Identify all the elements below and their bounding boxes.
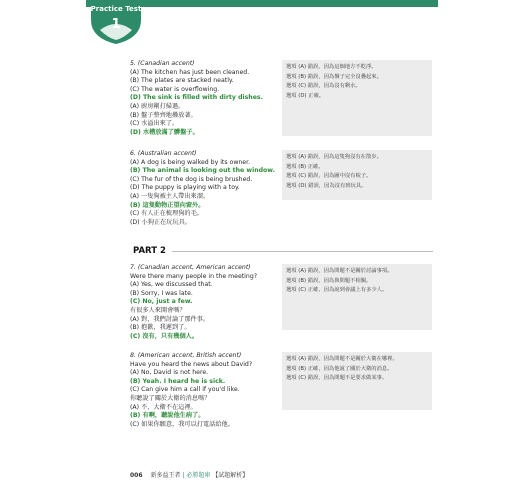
explanation-box-8 (282, 352, 432, 410)
explanation: 選項 (D) 正確。 (286, 92, 325, 99)
translation-b: (B) 盤子整齊地疊放著。 (130, 111, 197, 119)
translation-b-correct: (B) 有啊，聽說他生病了。 (130, 412, 205, 420)
question-accent: 7. (Canadian accent, American accent) (130, 264, 251, 271)
explanation: 選項 (B) 正確。 (286, 163, 324, 170)
option-c: (C) Can give him a call if you'd like. (130, 386, 240, 394)
explanation: 選項 (C) 正確，因為說到會議上有多少人。 (286, 287, 388, 293)
part-2-label: PART 2 (133, 244, 172, 258)
explanation-box-7 (282, 264, 432, 330)
part-2-heading (133, 244, 433, 258)
translation-a: (A) 對，我們討論了那件事。 (130, 315, 210, 323)
explanation: 選項 (A) 錯誤，因為這個地方不乾淨。 (286, 64, 377, 70)
translation-a: (A) 不，大衛不在這裡。 (130, 403, 197, 411)
explanation: 選項 (C) 錯誤，因為圖中沒有梳子。 (286, 173, 372, 179)
practice-test-badge (86, 0, 146, 46)
explanation: 選項 (B) 錯誤，因為與問題不相關。 (286, 277, 372, 284)
explanation: 選項 (A) 錯誤，因為問題不是關於大衛在哪裡。 (286, 356, 398, 362)
question-7 (130, 264, 280, 341)
explanation: 選項 (C) 錯誤，因為沒有剩水。 (286, 83, 361, 89)
translation-c-correct: (C) 沒有，只有幾個人。 (130, 332, 199, 340)
option-d-correct: (D) The sink is filled with dirty dishes. (130, 94, 263, 102)
translation-c: (C) 水溢出來了。 (130, 120, 179, 128)
explanation: 選項 (A) 錯誤，因為這隻狗沒有在散步。 (286, 154, 382, 160)
question-prompt: Have you heard the news about David? (130, 360, 253, 368)
option-c: (C) The fur of the dog is being brushed. (130, 175, 253, 183)
explanation: 選項 (D) 錯誤，因為沒有到玩具。 (286, 182, 367, 189)
option-c: (C) The water is overflowing. (130, 85, 220, 93)
question-accent: 8. (American accent, British accent) (130, 352, 242, 359)
translation-a: (A) 廚房剛打掃過。 (130, 102, 185, 110)
badge-text: Practice Test (90, 5, 142, 13)
footer-separator: | (182, 472, 185, 479)
option-a: (A) A dog is being walked by its owner. (130, 158, 251, 166)
translation-c: (C) 如果你願意，我可以打電話給他。 (130, 420, 234, 428)
book-subtitle: 必勝題庫 (186, 472, 211, 479)
page-footer (130, 470, 248, 479)
explanation-box-6 (282, 150, 432, 200)
explanation: 選項 (A) 錯誤，因為問題不是關於討論事項。 (286, 268, 393, 274)
explanation: 選項 (B) 錯誤，因為盤子完全沒疊起來。 (286, 73, 382, 80)
explanation-box-5 (282, 60, 432, 136)
prompt-translation: 有很多人來開會嗎？ (130, 306, 186, 314)
book-title: 新多益王者 (150, 472, 181, 479)
translation-b-correct: (B) 這隻動物正望向窗外。 (130, 201, 205, 209)
option-b: (B) The plates are stacked neatly. (130, 77, 234, 85)
question-6 (130, 150, 280, 227)
badge-number: 1 (111, 17, 121, 32)
option-c-correct: (C) No, just a few. (130, 298, 193, 306)
translation-c: (C) 有人正在梳理狗的毛。 (130, 210, 203, 218)
translation-b: (B) 抱歉，我遲到了。 (130, 324, 191, 332)
option-a: (A) No, David is not here. (130, 369, 209, 377)
explanation: 選項 (B) 正確，因為他說了關於大衛的消息。 (286, 365, 393, 372)
section-bracket: 【試題解析】 (212, 472, 249, 479)
question-accent: 6. (Australian accent) (130, 150, 197, 157)
option-b: (B) Sorry, I was late. (130, 289, 193, 297)
prompt-translation: 你聽說了關於大衛的消息嗎？ (130, 394, 211, 402)
explanation: 選項 (C) 錯誤，因為問題不是要求做某事。 (286, 375, 388, 381)
translation-d: (D) 小狗正在玩玩具。 (130, 218, 192, 226)
translation-a: (A) 一隻狗被主人帶出來溜。 (130, 192, 210, 200)
question-5 (130, 60, 280, 137)
option-b-correct: (B) The animal is looking out the window. (130, 167, 275, 175)
question-prompt: Were there many people in the meeting? (130, 272, 258, 280)
translation-d-correct: (D) 水槽放滿了髒盤子。 (130, 128, 199, 136)
option-a: (A) Yes, we discussed that. (130, 281, 213, 289)
question-accent: 5. (Canadian accent) (130, 60, 195, 67)
option-b-correct: (B) Yeah. I heard he is sick. (130, 377, 226, 385)
option-a: (A) The kitchen has just been cleaned. (130, 68, 250, 76)
question-8 (130, 352, 280, 429)
divider (133, 251, 433, 252)
option-d: (D) The puppy is playing with a toy. (130, 184, 240, 192)
page-number: 006 (130, 472, 143, 479)
